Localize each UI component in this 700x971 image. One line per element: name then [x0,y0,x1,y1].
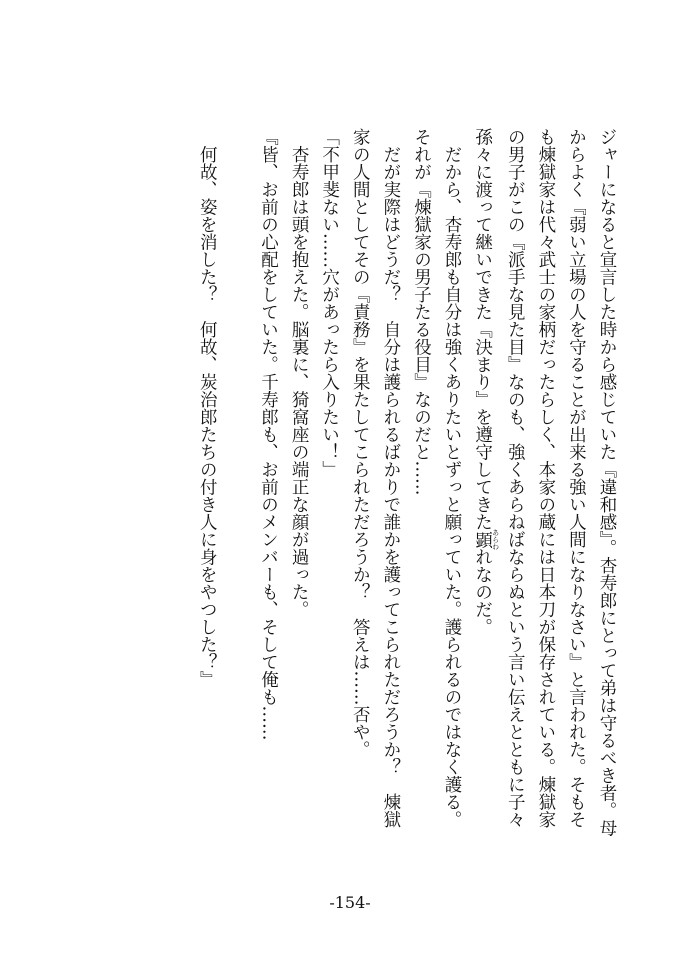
text-line-13: 何故、姿を消した？ 何故、炭治郎たちの付き人に身をやつした？』 [197,128,218,688]
text-line-2: からよく『弱い立場の人を守ることが出来る強い人間になりなさい』と言われた。そもそ [566,128,587,828]
ruby-word [472,528,500,550]
vertical-text-body [192,128,622,888]
page-number: -154- [329,893,371,912]
text-line-9: 家の人間としてその『責務』を果たしてこられただろうか？ 答えは……否や。 [350,128,371,758]
text-line-6: だから、杏寿郎も自分は強くありたいとずっと願っていた。護られるのではなく護る。 [442,128,463,828]
text-line-7: それが『煉獄家の男子たる役目』なのだと…… [411,128,432,496]
text-line-12: 『皆、お前の心配をしていた。千寿郎も、お前のメンバーも、そして俺も…… [258,128,279,741]
text-line-5-head: 孫々に渡って継いできた『決まり』を遵守してきた [472,128,493,531]
text-line-3: も煉獄家は代々武士の家柄だったらしく、本家の蔵には日本刀が保存されている。煉獄家 [535,128,556,828]
text-line-10: 「不甲斐ない……穴があったら入りたい！」 [319,128,340,478]
text-line-5 [467,128,500,888]
text-line-4: の男子がこの『派手な見た目』なのも、強くあらねばならぬという言い伝えとともに子々 [505,128,526,828]
text-line-8: だが実際はどうだ？ 自分は護られるばかりで誰かを護ってこられただろうか？ 煉獄 [380,128,401,828]
text-line-11: 杏寿郎は頭を抱えた。脳裏に、猗窩座の端正な顔が過った。 [289,128,310,618]
ruby-reading: あらわ [491,528,500,550]
text-line-1: ジャーになると宣言した時から感じていた『違和感』。杏寿郎にとって弟は守るべき者。母 [597,128,617,837]
text-line-5-tail: れなのだ。 [472,548,493,636]
ruby-base: 顕 [472,528,493,550]
